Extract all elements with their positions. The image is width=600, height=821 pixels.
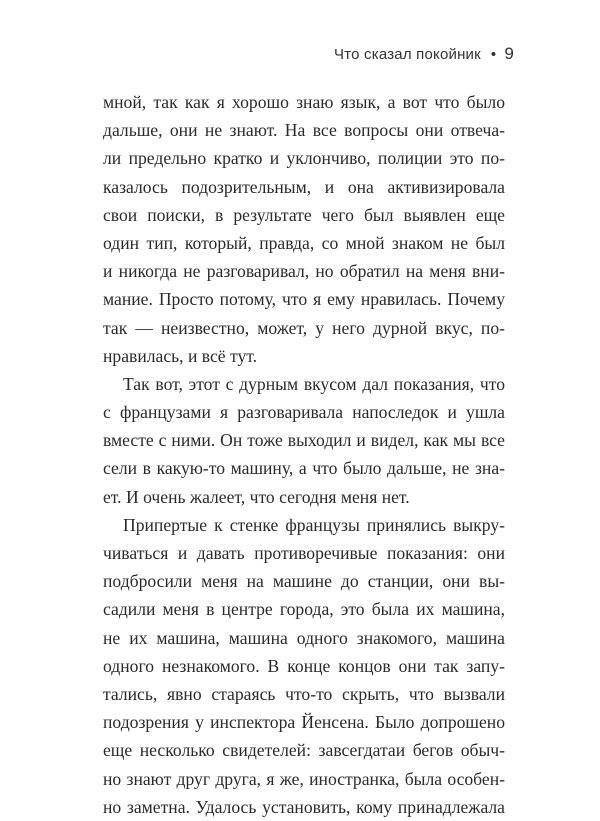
text-line: подозрения у инспектора Йенсена. Было допрошено	[103, 712, 505, 733]
text-line: сели в какую-то машину, а что было дальше, не зна-	[103, 458, 505, 479]
text-line: мание. Просто потому, что я ему нравилась. Почему	[103, 289, 505, 310]
text-line: Припертые к стенке французы принялись выкру-	[123, 514, 505, 535]
text-line: так — неизвестно, может, у него дурной вкус, по-	[103, 317, 505, 338]
text-line: но знают друг друга, я же, иностранка, была особен-	[103, 768, 505, 789]
text-line: еще несколько свидетелей: завсегдатаи бегов обыч-	[103, 740, 505, 761]
text-line: ли предельно кратко и уклончиво, полиции это по-	[103, 148, 505, 169]
body-text	[103, 88, 505, 821]
text-line: вместе с ними. Он тоже выходил и видел, как мы все	[103, 430, 505, 451]
text-line: свои поиски, в результате чего был выявлен еще	[103, 204, 505, 225]
text-line: один тип, который, правда, со мной знаком не был	[103, 232, 505, 253]
text-line: подбросили меня на машине до станции, они вы-	[103, 571, 505, 592]
text-line: нравилась, и всё тут.	[103, 345, 258, 366]
text-line: не их машина, машина одного знакомого, машина	[103, 627, 505, 648]
text-line: мной, так как я хорошо знаю язык, а вот что было	[103, 92, 505, 112]
page-number: 9	[504, 44, 514, 63]
text-line: но заметна. Удалось установить, кому принадлежала	[103, 796, 505, 817]
text-line: дальше, они не знают. На все вопросы они отвеча-	[103, 120, 505, 141]
text-line: и никогда не разговаривал, но обратил на меня вни-	[103, 261, 505, 282]
text-line: казалось подозрительным, и она активизировала	[103, 176, 505, 197]
text-line: с французами я разговаривала напоследок и ушла	[103, 402, 505, 423]
book-title: Что сказал покойник	[334, 46, 481, 63]
text-line: чиваться и давать противоречивые показания: они	[103, 543, 505, 563]
text-line: ет. И очень жалеет, что сегодня меня нет.	[103, 486, 410, 507]
header-bullet: •	[490, 46, 497, 63]
text-line: Так вот, этот с дурным вкусом дал показания, что	[123, 373, 505, 394]
running-header	[334, 44, 514, 64]
text-line: одного незнакомого. В конце концов они так запу-	[103, 655, 505, 676]
text-line: садили меня в центре города, это была их машина,	[103, 599, 505, 620]
text-line: тались, явно стараясь что-то скрыть, что вызвали	[103, 683, 505, 704]
